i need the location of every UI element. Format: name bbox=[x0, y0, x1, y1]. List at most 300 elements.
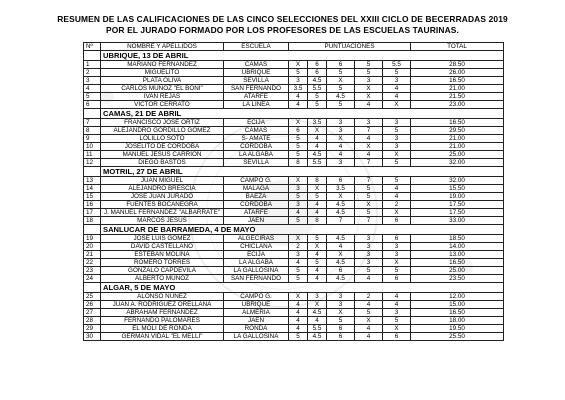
row-number: 22 bbox=[84, 259, 101, 267]
total-score: 19.50 bbox=[411, 325, 504, 333]
row-number: 15 bbox=[84, 193, 101, 201]
score-cell: 3.5 bbox=[289, 85, 308, 93]
table-row bbox=[84, 135, 504, 143]
participant-name: J. MANUEL FERNANDEZ "ALBARRATE" bbox=[101, 209, 224, 217]
score-cell: 3 bbox=[355, 243, 383, 251]
school-name: SAN FERNANDO bbox=[224, 275, 289, 283]
score-cell: X bbox=[289, 119, 308, 127]
score-cell: 6 bbox=[383, 235, 411, 243]
score-cell: 8 bbox=[308, 217, 327, 225]
school-name: ATARFE bbox=[224, 209, 289, 217]
header-scores: PUNTUACIONES bbox=[289, 43, 411, 51]
group-number-cell bbox=[84, 109, 101, 119]
score-cell: 2 bbox=[289, 243, 308, 251]
score-cell: 4 bbox=[327, 151, 355, 159]
school-name: S- AMATE bbox=[224, 135, 289, 143]
school-name: UBRIQUE bbox=[224, 69, 289, 77]
score-cell: X bbox=[355, 143, 383, 151]
score-cell: X bbox=[327, 251, 355, 259]
participant-name: ALONSO NUÑEZ bbox=[101, 293, 224, 301]
table-row bbox=[84, 119, 504, 127]
score-cell: 3 bbox=[289, 185, 308, 193]
score-cell: 4 bbox=[308, 251, 327, 259]
score-cell: 4.5 bbox=[308, 77, 327, 85]
score-cell: 6 bbox=[327, 333, 355, 341]
score-cell: X bbox=[289, 235, 308, 243]
score-cell: 5 bbox=[383, 69, 411, 77]
score-cell: 2 bbox=[383, 201, 411, 209]
score-cell: 3 bbox=[289, 201, 308, 209]
school-name: LA LINEA bbox=[224, 101, 289, 109]
score-cell: X bbox=[289, 61, 308, 69]
scores-table bbox=[83, 42, 504, 341]
row-number: 25 bbox=[84, 293, 101, 301]
score-cell: X bbox=[289, 293, 308, 301]
total-score: 18.50 bbox=[411, 235, 504, 243]
school-name: ECIJA bbox=[224, 251, 289, 259]
table-row bbox=[84, 275, 504, 283]
table-row bbox=[84, 101, 504, 109]
score-cell: 3 bbox=[289, 77, 308, 85]
score-cell: 3 bbox=[383, 77, 411, 85]
school-name: LA ALGABA bbox=[224, 151, 289, 159]
total-score: 25.00 bbox=[411, 267, 504, 275]
participant-name: CARLOS MUÑOZ "EL BONI" bbox=[101, 85, 224, 93]
school-name: SAN FERNANDO bbox=[224, 85, 289, 93]
score-cell: X bbox=[289, 177, 308, 185]
school-name: CHICLANA bbox=[224, 243, 289, 251]
score-cell: 4 bbox=[355, 275, 383, 283]
score-cell: 5 bbox=[383, 159, 411, 167]
score-cell: 5 bbox=[289, 135, 308, 143]
score-cell: 4 bbox=[383, 85, 411, 93]
school-name: ALMERIA bbox=[224, 309, 289, 317]
score-cell: 5 bbox=[327, 317, 355, 325]
score-cell: 5 bbox=[289, 217, 308, 225]
score-cell: 6 bbox=[327, 177, 355, 185]
participant-name: FRANCISCO JOSÉ ORTIZ bbox=[101, 119, 224, 127]
total-score: 23.50 bbox=[411, 275, 504, 283]
score-cell: 6 bbox=[308, 69, 327, 77]
score-cell: X bbox=[383, 209, 411, 217]
score-cell: 4 bbox=[289, 101, 308, 109]
row-number: 20 bbox=[84, 243, 101, 251]
score-cell: 5 bbox=[289, 333, 308, 341]
score-cell: 3 bbox=[383, 143, 411, 151]
total-score: 21.50 bbox=[411, 93, 504, 101]
school-name: CAMAS bbox=[224, 127, 289, 135]
score-cell: 6 bbox=[383, 275, 411, 283]
score-cell: 5 bbox=[355, 185, 383, 193]
school-name: BAEZA bbox=[224, 193, 289, 201]
score-cell: 4 bbox=[383, 93, 411, 101]
participant-name: JOSE LUIS GOMEZ bbox=[101, 235, 224, 243]
total-score: 14.00 bbox=[411, 243, 504, 251]
group-number-cell bbox=[84, 167, 101, 177]
score-cell: 4 bbox=[289, 317, 308, 325]
score-cell: X bbox=[355, 93, 383, 101]
table-row bbox=[84, 61, 504, 69]
table-row bbox=[84, 267, 504, 275]
document-subtitle: POR EL JURADO FORMADO POR LOS PROFESORES DE LAS ESCUELAS TAURINAS. bbox=[106, 25, 459, 35]
group-header-row bbox=[84, 109, 504, 119]
score-cell: 3 bbox=[289, 251, 308, 259]
row-number: 10 bbox=[84, 143, 101, 151]
row-number: 7 bbox=[84, 119, 101, 127]
score-cell: 4 bbox=[308, 209, 327, 217]
participant-name: MARCOS JESUS bbox=[101, 217, 224, 225]
participant-name: MANUEL JESUS CARRION bbox=[101, 151, 224, 159]
score-cell: 4 bbox=[327, 143, 355, 151]
group-label: ALGAR, 5 DE MAYO bbox=[101, 283, 504, 293]
row-number: 14 bbox=[84, 185, 101, 193]
total-score: 21.00 bbox=[411, 135, 504, 143]
group-header-row bbox=[84, 283, 504, 293]
score-cell: 5 bbox=[355, 209, 383, 217]
participant-name: MARIANO FERNANDEZ bbox=[101, 61, 224, 69]
score-cell: X bbox=[327, 193, 355, 201]
total-score: 21.00 bbox=[411, 143, 504, 151]
table-row bbox=[84, 309, 504, 317]
score-cell: 5.5 bbox=[383, 61, 411, 69]
participant-name: ESTEBAN MOLINA bbox=[101, 251, 224, 259]
score-cell: X bbox=[355, 201, 383, 209]
table-row bbox=[84, 217, 504, 225]
total-score: 28.50 bbox=[411, 61, 504, 69]
score-cell: 5 bbox=[308, 93, 327, 101]
score-cell: X bbox=[355, 85, 383, 93]
row-number: 30 bbox=[84, 333, 101, 341]
score-cell: X bbox=[308, 127, 327, 135]
score-cell: X bbox=[383, 101, 411, 109]
table-row bbox=[84, 151, 504, 159]
score-cell: X bbox=[383, 151, 411, 159]
score-cell: 3 bbox=[327, 127, 355, 135]
row-number: 27 bbox=[84, 309, 101, 317]
school-name: CORDOBA bbox=[224, 143, 289, 151]
score-cell: 4 bbox=[383, 293, 411, 301]
participant-name: GERMAN VIDAL "EL MELLI" bbox=[101, 333, 224, 341]
score-cell: 6 bbox=[383, 217, 411, 225]
score-cell: 3.5 bbox=[308, 119, 327, 127]
participant-name: ABRAHAM FERNANDEZ bbox=[101, 309, 224, 317]
score-cell: 4.5 bbox=[308, 309, 327, 317]
score-cell: 4 bbox=[383, 301, 411, 309]
participant-name: JUAN A. RODRIGUEZ ORELLANA bbox=[101, 301, 224, 309]
total-score: 17.50 bbox=[411, 201, 504, 209]
score-cell: 8 bbox=[308, 177, 327, 185]
score-cell: 5 bbox=[327, 85, 355, 93]
score-cell: 4 bbox=[308, 135, 327, 143]
row-number: 13 bbox=[84, 177, 101, 185]
table-header-row bbox=[84, 43, 504, 51]
school-name: LA GALLOSINA bbox=[224, 333, 289, 341]
total-score: 29.50 bbox=[411, 127, 504, 135]
score-cell: 5 bbox=[289, 143, 308, 151]
score-cell: 3 bbox=[327, 119, 355, 127]
total-score: 32.00 bbox=[411, 177, 504, 185]
participant-name: LOLILLO SOTO bbox=[101, 135, 224, 143]
header-number: Nº bbox=[84, 43, 101, 51]
table-row bbox=[84, 177, 504, 185]
score-cell: 6 bbox=[327, 61, 355, 69]
score-cell: 5 bbox=[308, 235, 327, 243]
score-cell: 5 bbox=[308, 193, 327, 201]
school-name: SEVILLA bbox=[224, 159, 289, 167]
total-score: 26.00 bbox=[411, 69, 504, 77]
document-title: RESUMEN DE LAS CALIFICACIONES DE LAS CINCO SELECCIONES DEL XXIII CICLO DE BECERRADAS 2019 bbox=[57, 14, 508, 24]
score-cell: 4 bbox=[308, 201, 327, 209]
score-cell: 3 bbox=[383, 243, 411, 251]
participant-name: ALBERTO MUÑOZ bbox=[101, 275, 224, 283]
score-cell: 5 bbox=[383, 317, 411, 325]
score-cell: 3 bbox=[383, 251, 411, 259]
score-cell: 3 bbox=[383, 309, 411, 317]
score-cell: 3 bbox=[355, 251, 383, 259]
score-cell: 6 bbox=[308, 61, 327, 69]
table-row bbox=[84, 201, 504, 209]
score-cell: 4 bbox=[289, 209, 308, 217]
table-row bbox=[84, 127, 504, 135]
score-cell: 6 bbox=[327, 267, 355, 275]
score-cell: 5 bbox=[383, 127, 411, 135]
score-cell: 5.5 bbox=[308, 325, 327, 333]
score-cell: 5 bbox=[327, 69, 355, 77]
total-score: 21.00 bbox=[411, 85, 504, 93]
score-cell: 3 bbox=[355, 259, 383, 267]
group-number-cell bbox=[84, 225, 101, 235]
participant-name: ROMERO TORRES bbox=[101, 259, 224, 267]
table-row bbox=[84, 317, 504, 325]
total-score: 16.50 bbox=[411, 119, 504, 127]
score-cell: 3 bbox=[383, 119, 411, 127]
header-school: ESCUELA bbox=[224, 43, 289, 51]
score-cell: 5 bbox=[289, 267, 308, 275]
total-score: 15.00 bbox=[411, 301, 504, 309]
table-row bbox=[84, 85, 504, 93]
participant-name: GONZALO CAPDEVILA bbox=[101, 267, 224, 275]
score-cell: 5 bbox=[355, 267, 383, 275]
score-cell: 4.5 bbox=[327, 201, 355, 209]
school-name: SEVILLA bbox=[224, 77, 289, 85]
score-cell: X bbox=[327, 77, 355, 85]
score-cell: 3.5 bbox=[327, 185, 355, 193]
total-score: 25.50 bbox=[411, 333, 504, 341]
table-row bbox=[84, 333, 504, 341]
row-number: 11 bbox=[84, 151, 101, 159]
score-cell: 3 bbox=[327, 159, 355, 167]
score-cell: 4.5 bbox=[308, 333, 327, 341]
header-name: NOMBRE Y APELLIDOS bbox=[101, 43, 224, 51]
group-label: MOTRIL, 27 DE ABRIL bbox=[101, 167, 504, 177]
score-cell: X bbox=[308, 301, 327, 309]
group-header-row bbox=[84, 51, 504, 61]
school-name: ALGECIRAS bbox=[224, 235, 289, 243]
total-score: 18.00 bbox=[411, 317, 504, 325]
score-cell: 4.5 bbox=[327, 235, 355, 243]
header-total: TOTAL bbox=[411, 43, 504, 51]
table-row bbox=[84, 193, 504, 201]
score-cell: 4 bbox=[355, 135, 383, 143]
participant-name: VICTOR CERRATO bbox=[101, 101, 224, 109]
row-number: 9 bbox=[84, 135, 101, 143]
participant-name: FERNANDO PALOMARES bbox=[101, 317, 224, 325]
table-row bbox=[84, 259, 504, 267]
total-score: 19.00 bbox=[411, 193, 504, 201]
total-score: 23.00 bbox=[411, 101, 504, 109]
row-number: 24 bbox=[84, 275, 101, 283]
row-number: 23 bbox=[84, 267, 101, 275]
score-cell: 5 bbox=[289, 275, 308, 283]
participant-name: JOSELITO DE CORDOBA bbox=[101, 143, 224, 151]
total-score: 32.00 bbox=[411, 159, 504, 167]
score-cell: 4 bbox=[289, 309, 308, 317]
score-cell: 4.5 bbox=[327, 93, 355, 101]
score-cell: 4 bbox=[355, 101, 383, 109]
table-row bbox=[84, 69, 504, 77]
row-number: 12 bbox=[84, 159, 101, 167]
score-cell: X bbox=[355, 317, 383, 325]
row-number: 28 bbox=[84, 317, 101, 325]
table-body bbox=[84, 51, 504, 341]
participant-name: ALEJANDRO BRESCIA bbox=[101, 185, 224, 193]
row-number: 6 bbox=[84, 101, 101, 109]
school-name: ATARFE bbox=[224, 93, 289, 101]
score-cell: 4 bbox=[355, 333, 383, 341]
school-name: CAMAS bbox=[224, 61, 289, 69]
row-number: 19 bbox=[84, 235, 101, 243]
table-row bbox=[84, 209, 504, 217]
score-cell: 5 bbox=[383, 177, 411, 185]
score-cell: 5 bbox=[355, 309, 383, 317]
score-cell: 4 bbox=[308, 143, 327, 151]
table-row bbox=[84, 159, 504, 167]
row-number: 2 bbox=[84, 69, 101, 77]
score-cell: 4.5 bbox=[327, 209, 355, 217]
row-number: 18 bbox=[84, 217, 101, 225]
score-cell: X bbox=[383, 259, 411, 267]
score-cell: 3 bbox=[355, 235, 383, 243]
score-cell: 5 bbox=[355, 193, 383, 201]
score-cell: 4.5 bbox=[327, 259, 355, 267]
table-row bbox=[84, 293, 504, 301]
score-cell: X bbox=[327, 309, 355, 317]
score-cell: 5 bbox=[355, 69, 383, 77]
participant-name: JOSE JUAN JURADO bbox=[101, 193, 224, 201]
row-number: 17 bbox=[84, 209, 101, 217]
participant-name: JUAN MIGUEL bbox=[101, 177, 224, 185]
table-row bbox=[84, 77, 504, 85]
total-score: 16.50 bbox=[411, 309, 504, 317]
group-label: SANLUCAR DE BARRAMEDA, 4 DE MAYO bbox=[101, 225, 504, 235]
school-name: JAEN bbox=[224, 317, 289, 325]
score-cell: 4 bbox=[355, 325, 383, 333]
school-name: JAEN bbox=[224, 217, 289, 225]
row-number: 26 bbox=[84, 301, 101, 309]
group-label: CAMAS, 21 DE ABRIL bbox=[101, 109, 504, 119]
table-row bbox=[84, 93, 504, 101]
row-number: 8 bbox=[84, 127, 101, 135]
total-score: 16.50 bbox=[411, 259, 504, 267]
school-name: MALAGA bbox=[224, 185, 289, 193]
score-cell: 4 bbox=[308, 275, 327, 283]
score-cell: 5.5 bbox=[308, 85, 327, 93]
total-score: 12.00 bbox=[411, 293, 504, 301]
score-cell: 6 bbox=[327, 325, 355, 333]
score-cell: 4 bbox=[289, 93, 308, 101]
participant-name: DIEGO BASTOS bbox=[101, 159, 224, 167]
score-cell: 4 bbox=[383, 193, 411, 201]
school-name: CAMPO G. bbox=[224, 293, 289, 301]
table-row bbox=[84, 251, 504, 259]
total-score: 33.00 bbox=[411, 217, 504, 225]
score-cell: 4 bbox=[355, 301, 383, 309]
participant-name: MIGUELITO bbox=[101, 69, 224, 77]
row-number: 21 bbox=[84, 251, 101, 259]
score-cell: X bbox=[308, 185, 327, 193]
group-number-cell bbox=[84, 283, 101, 293]
score-cell: 3 bbox=[327, 301, 355, 309]
score-cell: 3 bbox=[327, 293, 355, 301]
score-cell: 7 bbox=[355, 177, 383, 185]
score-cell: 5 bbox=[308, 259, 327, 267]
total-score: 16.50 bbox=[411, 77, 504, 85]
score-cell: X bbox=[327, 135, 355, 143]
score-cell: 4 bbox=[289, 325, 308, 333]
total-score: 17.50 bbox=[411, 209, 504, 217]
score-cell: 7 bbox=[355, 127, 383, 135]
score-cell: 5 bbox=[289, 69, 308, 77]
score-cell: 6 bbox=[289, 127, 308, 135]
score-cell: 5 bbox=[327, 101, 355, 109]
score-cell: 2 bbox=[355, 293, 383, 301]
score-cell: 4 bbox=[383, 185, 411, 193]
row-number: 4 bbox=[84, 85, 101, 93]
participant-name: FUENTES BOCANEGRA bbox=[101, 201, 224, 209]
total-score: 13.00 bbox=[411, 251, 504, 259]
score-cell: 4 bbox=[308, 317, 327, 325]
score-cell: 4 bbox=[289, 259, 308, 267]
group-header-row bbox=[84, 167, 504, 177]
score-cell: 5 bbox=[289, 151, 308, 159]
score-cell: 4 bbox=[308, 267, 327, 275]
score-cell: 3 bbox=[355, 119, 383, 127]
score-cell: 4 bbox=[327, 243, 355, 251]
row-number: 5 bbox=[84, 93, 101, 101]
score-cell: 4 bbox=[289, 301, 308, 309]
participant-name: IVAN REJAS bbox=[101, 93, 224, 101]
score-cell: 4 bbox=[355, 151, 383, 159]
table-row bbox=[84, 185, 504, 193]
score-cell: X bbox=[308, 243, 327, 251]
school-name: RONDA bbox=[224, 325, 289, 333]
score-cell: 7 bbox=[327, 217, 355, 225]
score-cell: 5 bbox=[289, 193, 308, 201]
participant-name: ALEJANDRO GORDILLO GOMEZ bbox=[101, 127, 224, 135]
score-cell: 4.5 bbox=[308, 151, 327, 159]
participant-name: EL MOLI DE RONDA bbox=[101, 325, 224, 333]
row-number: 16 bbox=[84, 201, 101, 209]
school-name: ECIJA bbox=[224, 119, 289, 127]
participant-name: DAVID CASTELLANO bbox=[101, 243, 224, 251]
table-row bbox=[84, 235, 504, 243]
school-name: LA ALGABA bbox=[224, 259, 289, 267]
table-row bbox=[84, 301, 504, 309]
score-cell: 8 bbox=[289, 159, 308, 167]
row-number: 29 bbox=[84, 325, 101, 333]
row-number: 1 bbox=[84, 61, 101, 69]
score-cell: 4.5 bbox=[327, 275, 355, 283]
